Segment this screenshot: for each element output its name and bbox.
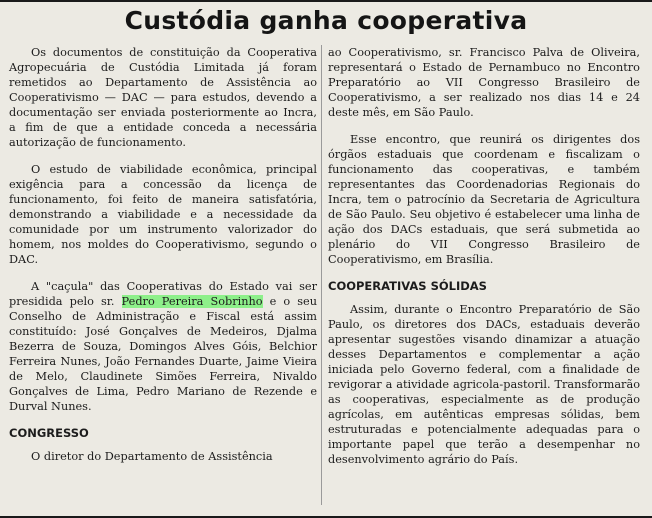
paragraph-cacula xyxy=(9,279,317,414)
paragraph-documentos: Os documentos de constituição da Cooperativa Agropecuária de Custódia Limitada já foram remetidos ao Departamento de Assistência ao Cooperativismo — DAC — para estudos, devendo a documentação ser enviada posteriormente ao Incra, a fim de que a entidade conceda a necessária autorização de funcionamento. xyxy=(9,46,317,149)
left-column xyxy=(9,45,317,476)
paragraph-cacula-end: e o seu Conselho de Administração e Fiscal está assim constituído: José Gonçalves de Medeiros, Djalma Bezerra de Souza, Domingos Alves Góis, Belchior Ferreira Nunes, João Fernandes Duarte, Jaime Vieira de Melo, Claudinete Simões Ferreira, Nivaldo Gonçalves de Lima, Pedro Mariano de Rezende e Durval Nunes. xyxy=(9,295,317,413)
paragraph-estudo-viabilidade: O estudo de viabilidade econômica, principal exigência para a concessão da licença de funcionamento, foi feito de maneira satisfatória, demonstrando a viabilidade e a necessidade da comunidade por um instrumento valorizador do homem, nos moldes do Cooperativismo, segundo o DAC. xyxy=(9,163,317,266)
right-column xyxy=(328,45,640,479)
paragraph-cacula-start: A "caçula" das Cooperativas do Estado vai ser presidida pelo sr. xyxy=(9,280,317,308)
article-headline: Custódia ganha cooperativa xyxy=(124,6,528,35)
column-divider xyxy=(321,45,322,505)
section-heading-congresso: CONGRESSO xyxy=(9,426,89,440)
paragraph-encontro: Esse encontro, que reunirá os dirigentes dos órgãos estaduais que coordenam e fiscalizam o funcionamento das cooperativas, e também representantes das Coordenadorias Regionais do Incra, tem o patrocínio da Secretaria de Agricultura de São Paulo. Seu objetivo é estabelecer uma linha de ação dos DACs estaduais, que será submetida ao plenário do VII Congresso Brasileiro de Cooperativismo, em Brasília. xyxy=(328,133,640,266)
paragraph-assim: Assim, durante o Encontro Preparatório de São Paulo, os diretores dos DACs, estaduais deverão apresentar sugestões visando dinamizar a atuação desses Departamentos e complementar a ação iniciada pelo Governo federal, com a finalidade de revigorar a atividade agricola-pastoril. Transformarão as cooperativas, especialmente as de produção agrícolas, em autênticas empresas sólidas, bem estruturadas e potencialmente adequadas para o importante papel que terão a desempenhar no desenvolvimento agrário do País. xyxy=(328,303,640,466)
section-heading-cooperativas-solidas: COOPERATIVAS SÓLIDAS xyxy=(328,279,487,293)
paragraph-diretor: O diretor do Departamento de Assistência xyxy=(31,450,273,463)
highlighted-president-name: Pedro Pereira Sobrinho xyxy=(121,295,263,308)
top-rule xyxy=(0,0,652,2)
paragraph-continuation: ao Cooperativismo, sr. Francisco Palva de Oliveira, representará o Estado de Pernambuco no Encontro Preparatório ao VII Congresso Brasileiro de Cooperativismo, a ser realizado nos dias 14 e 24 deste mês, em São Paulo. xyxy=(328,46,640,119)
